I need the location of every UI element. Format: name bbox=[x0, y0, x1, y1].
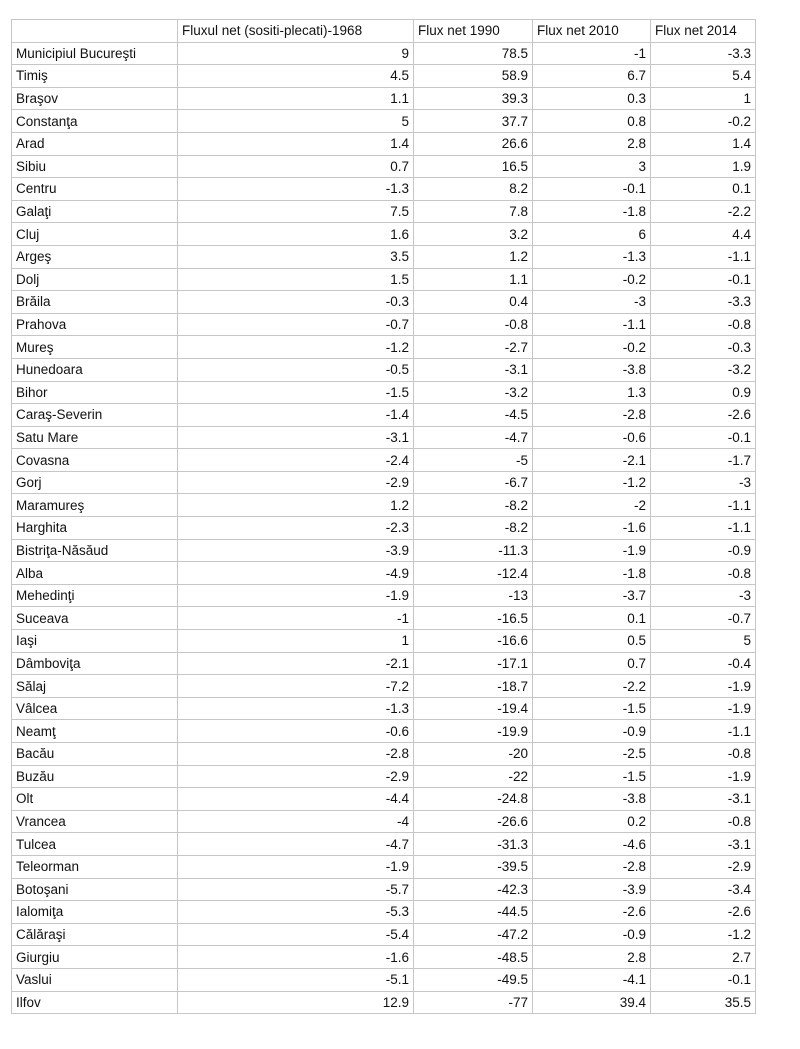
flux-2014-cell: -3 bbox=[651, 584, 756, 607]
flux-2010-cell: -1.9 bbox=[533, 539, 651, 562]
table-row bbox=[12, 630, 756, 653]
flux-1968-cell: -4 bbox=[178, 810, 414, 833]
flux-1990-cell: -48.5 bbox=[414, 946, 533, 969]
flux-2010-cell: -1.5 bbox=[533, 697, 651, 720]
table-row bbox=[12, 810, 756, 833]
flux-1990-cell: 16.5 bbox=[414, 155, 533, 178]
flux-1990-cell: -17.1 bbox=[414, 652, 533, 675]
flux-2014-cell: -0.1 bbox=[651, 426, 756, 449]
table-row bbox=[12, 517, 756, 540]
flux-2010-cell: -2.1 bbox=[533, 449, 651, 472]
flux-1968-cell: 0.7 bbox=[178, 155, 414, 178]
county-name-cell: Timiş bbox=[12, 65, 178, 88]
table-row bbox=[12, 42, 756, 65]
county-name-cell: Prahova bbox=[12, 313, 178, 336]
flux-1968-cell: 12.9 bbox=[178, 991, 414, 1014]
flux-1990-cell: -3.2 bbox=[414, 381, 533, 404]
flux-2010-cell: -2.2 bbox=[533, 675, 651, 698]
flux-1990-cell: -26.6 bbox=[414, 810, 533, 833]
flux-2014-cell: -1.9 bbox=[651, 675, 756, 698]
flux-1968-cell: -5.4 bbox=[178, 923, 414, 946]
flux-1990-cell: -8.2 bbox=[414, 517, 533, 540]
flux-1968-cell: 1.2 bbox=[178, 494, 414, 517]
flux-2010-cell: -0.2 bbox=[533, 336, 651, 359]
flux-1990-cell: -12.4 bbox=[414, 562, 533, 585]
county-name-cell: Bihor bbox=[12, 381, 178, 404]
flux-1968-cell: 1 bbox=[178, 630, 414, 653]
table-row bbox=[12, 562, 756, 585]
flux-1968-cell: 1.1 bbox=[178, 87, 414, 110]
flux-1968-cell: -1.4 bbox=[178, 404, 414, 427]
flux-2010-cell: -0.9 bbox=[533, 720, 651, 743]
flux-2014-cell: 1.9 bbox=[651, 155, 756, 178]
county-name-cell: Sibiu bbox=[12, 155, 178, 178]
flux-2014-cell: -3.3 bbox=[651, 42, 756, 65]
flux-1968-cell: 1.6 bbox=[178, 223, 414, 246]
county-name-cell: Sălaj bbox=[12, 675, 178, 698]
flux-2010-cell: -1 bbox=[533, 42, 651, 65]
county-name-cell: Ilfov bbox=[12, 991, 178, 1014]
flux-2010-cell: -0.6 bbox=[533, 426, 651, 449]
flux-1990-cell: -16.6 bbox=[414, 630, 533, 653]
flux-2014-cell: -0.1 bbox=[651, 968, 756, 991]
flux-1990-cell: -8.2 bbox=[414, 494, 533, 517]
table-row bbox=[12, 968, 756, 991]
flux-2014-cell: -0.8 bbox=[651, 562, 756, 585]
flux-2014-cell: 5.4 bbox=[651, 65, 756, 88]
flux-2014-cell: 1 bbox=[651, 87, 756, 110]
table-row bbox=[12, 720, 756, 743]
table-row bbox=[12, 743, 756, 766]
flux-2014-cell: -1.9 bbox=[651, 697, 756, 720]
table-row bbox=[12, 404, 756, 427]
flux-1990-cell: -19.4 bbox=[414, 697, 533, 720]
flux-2014-cell: -3.1 bbox=[651, 788, 756, 811]
flux-2014-cell: -0.4 bbox=[651, 652, 756, 675]
county-name-cell: Botoşani bbox=[12, 878, 178, 901]
table-row bbox=[12, 607, 756, 630]
table-row bbox=[12, 426, 756, 449]
table-body bbox=[12, 42, 756, 1014]
flux-2014-cell: -3 bbox=[651, 471, 756, 494]
flux-2010-cell: -1.3 bbox=[533, 245, 651, 268]
table-row bbox=[12, 539, 756, 562]
county-name-cell: Teleorman bbox=[12, 855, 178, 878]
flux-1968-cell: -1.6 bbox=[178, 946, 414, 969]
flux-2010-cell: 0.5 bbox=[533, 630, 651, 653]
flux-2014-cell: 0.9 bbox=[651, 381, 756, 404]
flux-1990-cell: 39.3 bbox=[414, 87, 533, 110]
county-name-cell: Cluj bbox=[12, 223, 178, 246]
county-name-cell: Vrancea bbox=[12, 810, 178, 833]
flux-2014-cell: -2.9 bbox=[651, 855, 756, 878]
flux-1990-cell: 7.8 bbox=[414, 200, 533, 223]
flux-2010-cell: -3.8 bbox=[533, 358, 651, 381]
flux-1968-cell: -2.9 bbox=[178, 471, 414, 494]
table-row bbox=[12, 87, 756, 110]
flux-1990-cell: 37.7 bbox=[414, 110, 533, 133]
flux-1990-cell: -2.7 bbox=[414, 336, 533, 359]
flux-1968-cell: -5.7 bbox=[178, 878, 414, 901]
county-name-cell: Galaţi bbox=[12, 200, 178, 223]
flux-2014-cell: -3.1 bbox=[651, 833, 756, 856]
flux-1990-cell: 58.9 bbox=[414, 65, 533, 88]
flux-2010-cell: 2.8 bbox=[533, 946, 651, 969]
flux-2014-cell: 35.5 bbox=[651, 991, 756, 1014]
flux-1968-cell: -1.5 bbox=[178, 381, 414, 404]
flux-1968-cell: -1.3 bbox=[178, 178, 414, 201]
flux-2010-cell: -2.8 bbox=[533, 404, 651, 427]
county-name-cell: Municipiul Bucureşti bbox=[12, 42, 178, 65]
table-row bbox=[12, 291, 756, 314]
flux-1990-cell: -3.1 bbox=[414, 358, 533, 381]
flux-2014-cell: -2.6 bbox=[651, 404, 756, 427]
header-row bbox=[12, 20, 756, 43]
flux-1990-cell: -16.5 bbox=[414, 607, 533, 630]
table-row bbox=[12, 245, 756, 268]
flux-1990-cell: 78.5 bbox=[414, 42, 533, 65]
flux-2010-cell: -4.6 bbox=[533, 833, 651, 856]
flux-1990-cell: -47.2 bbox=[414, 923, 533, 946]
flux-2014-cell: -3.3 bbox=[651, 291, 756, 314]
flux-2010-cell: -1.8 bbox=[533, 562, 651, 585]
table-row bbox=[12, 178, 756, 201]
table-row bbox=[12, 132, 756, 155]
flux-2010-cell: 0.1 bbox=[533, 607, 651, 630]
flux-1968-cell: 1.5 bbox=[178, 268, 414, 291]
flux-2014-cell: 0.1 bbox=[651, 178, 756, 201]
flux-2010-cell: -1.8 bbox=[533, 200, 651, 223]
flux-1990-cell: 0.4 bbox=[414, 291, 533, 314]
county-name-cell: Neamţ bbox=[12, 720, 178, 743]
flux-1990-cell: -31.3 bbox=[414, 833, 533, 856]
county-name-cell: Satu Mare bbox=[12, 426, 178, 449]
county-name-cell: Iaşi bbox=[12, 630, 178, 653]
flux-1990-cell: 1.1 bbox=[414, 268, 533, 291]
county-name-cell: Vâlcea bbox=[12, 697, 178, 720]
table-row bbox=[12, 358, 756, 381]
flux-1968-cell: -0.7 bbox=[178, 313, 414, 336]
flux-2010-cell: 6 bbox=[533, 223, 651, 246]
flux-1968-cell: -3.9 bbox=[178, 539, 414, 562]
flux-1990-cell: -22 bbox=[414, 765, 533, 788]
flux-1990-cell: 26.6 bbox=[414, 132, 533, 155]
flux-2010-cell: -1.2 bbox=[533, 471, 651, 494]
county-name-cell: Caraş-Severin bbox=[12, 404, 178, 427]
flux-2014-cell: -0.9 bbox=[651, 539, 756, 562]
flux-2010-cell: -0.2 bbox=[533, 268, 651, 291]
flux-1990-cell: -4.5 bbox=[414, 404, 533, 427]
table-row bbox=[12, 200, 756, 223]
data-table bbox=[11, 19, 756, 1014]
table-row bbox=[12, 946, 756, 969]
county-name-cell: Mureş bbox=[12, 336, 178, 359]
flux-1968-cell: -4.9 bbox=[178, 562, 414, 585]
flux-1990-cell: -19.9 bbox=[414, 720, 533, 743]
flux-2014-cell: -1.2 bbox=[651, 923, 756, 946]
flux-1968-cell: -2.9 bbox=[178, 765, 414, 788]
flux-2010-cell: 1.3 bbox=[533, 381, 651, 404]
table-row bbox=[12, 765, 756, 788]
flux-2010-cell: 0.7 bbox=[533, 652, 651, 675]
flux-2010-cell: -1.6 bbox=[533, 517, 651, 540]
flux-1990-cell: -44.5 bbox=[414, 901, 533, 924]
table-row bbox=[12, 155, 756, 178]
flux-2014-cell: -3.4 bbox=[651, 878, 756, 901]
table-row bbox=[12, 991, 756, 1014]
table-row bbox=[12, 923, 756, 946]
table-row bbox=[12, 697, 756, 720]
flux-1990-cell: -24.8 bbox=[414, 788, 533, 811]
flux-2014-cell: 4.4 bbox=[651, 223, 756, 246]
flux-1968-cell: -2.4 bbox=[178, 449, 414, 472]
flux-2010-cell: -0.1 bbox=[533, 178, 651, 201]
flux-2014-cell: -1.1 bbox=[651, 720, 756, 743]
flux-1990-cell: 8.2 bbox=[414, 178, 533, 201]
flux-1968-cell: -1.2 bbox=[178, 336, 414, 359]
flux-2014-cell: -0.3 bbox=[651, 336, 756, 359]
table-row bbox=[12, 223, 756, 246]
flux-2010-cell: -3 bbox=[533, 291, 651, 314]
flux-2014-cell: -1.1 bbox=[651, 245, 756, 268]
flux-1968-cell: -3.1 bbox=[178, 426, 414, 449]
header-flux-1968: Fluxul net (sositi-plecati)-1968 bbox=[178, 20, 414, 43]
county-name-cell: Buzău bbox=[12, 765, 178, 788]
header-flux-1990: Flux net 1990 bbox=[414, 20, 533, 43]
county-name-cell: Bistriţa-Năsăud bbox=[12, 539, 178, 562]
table-row bbox=[12, 584, 756, 607]
flux-1968-cell: 1.4 bbox=[178, 132, 414, 155]
flux-2010-cell: -2.5 bbox=[533, 743, 651, 766]
flux-1968-cell: -1.9 bbox=[178, 855, 414, 878]
flux-1990-cell: -42.3 bbox=[414, 878, 533, 901]
flux-2010-cell: 2.8 bbox=[533, 132, 651, 155]
county-name-cell: Giurgiu bbox=[12, 946, 178, 969]
county-name-cell: Dâmboviţa bbox=[12, 652, 178, 675]
table-row bbox=[12, 788, 756, 811]
flux-2010-cell: 6.7 bbox=[533, 65, 651, 88]
county-name-cell: Ialomiţa bbox=[12, 901, 178, 924]
table-row bbox=[12, 652, 756, 675]
flux-2014-cell: -2.6 bbox=[651, 901, 756, 924]
flux-1990-cell: -39.5 bbox=[414, 855, 533, 878]
table-row bbox=[12, 833, 756, 856]
county-name-cell: Argeş bbox=[12, 245, 178, 268]
flux-1990-cell: -11.3 bbox=[414, 539, 533, 562]
flux-1968-cell: -0.6 bbox=[178, 720, 414, 743]
flux-1968-cell: -1 bbox=[178, 607, 414, 630]
flux-2014-cell: 5 bbox=[651, 630, 756, 653]
county-name-cell: Harghita bbox=[12, 517, 178, 540]
flux-1968-cell: 5 bbox=[178, 110, 414, 133]
flux-2010-cell: -1.5 bbox=[533, 765, 651, 788]
flux-1990-cell: -0.8 bbox=[414, 313, 533, 336]
table-row bbox=[12, 381, 756, 404]
flux-1990-cell: -13 bbox=[414, 584, 533, 607]
table-row bbox=[12, 675, 756, 698]
table-row bbox=[12, 65, 756, 88]
county-name-cell: Suceava bbox=[12, 607, 178, 630]
flux-1968-cell: -5.1 bbox=[178, 968, 414, 991]
flux-2010-cell: 0.8 bbox=[533, 110, 651, 133]
flux-1990-cell: 3.2 bbox=[414, 223, 533, 246]
flux-1990-cell: -6.7 bbox=[414, 471, 533, 494]
table-row bbox=[12, 901, 756, 924]
table-row bbox=[12, 449, 756, 472]
header-flux-2010: Flux net 2010 bbox=[533, 20, 651, 43]
county-name-cell: Braşov bbox=[12, 87, 178, 110]
flux-2014-cell: -3.2 bbox=[651, 358, 756, 381]
county-name-cell: Centru bbox=[12, 178, 178, 201]
flux-1968-cell: -4.7 bbox=[178, 833, 414, 856]
flux-1968-cell: -0.3 bbox=[178, 291, 414, 314]
flux-2010-cell: 0.2 bbox=[533, 810, 651, 833]
county-name-cell: Brăila bbox=[12, 291, 178, 314]
county-name-cell: Olt bbox=[12, 788, 178, 811]
flux-1968-cell: -2.8 bbox=[178, 743, 414, 766]
county-name-cell: Maramureş bbox=[12, 494, 178, 517]
flux-2014-cell: -1.1 bbox=[651, 517, 756, 540]
flux-1968-cell: 7.5 bbox=[178, 200, 414, 223]
flux-1990-cell: -5 bbox=[414, 449, 533, 472]
table-row bbox=[12, 268, 756, 291]
county-name-cell: Alba bbox=[12, 562, 178, 585]
flux-1968-cell: 4.5 bbox=[178, 65, 414, 88]
county-name-cell: Arad bbox=[12, 132, 178, 155]
flux-1990-cell: 1.2 bbox=[414, 245, 533, 268]
flux-2014-cell: -0.8 bbox=[651, 743, 756, 766]
table-row bbox=[12, 855, 756, 878]
table-row bbox=[12, 110, 756, 133]
table-row bbox=[12, 494, 756, 517]
table-row bbox=[12, 336, 756, 359]
county-name-cell: Dolj bbox=[12, 268, 178, 291]
county-name-cell: Tulcea bbox=[12, 833, 178, 856]
flux-2010-cell: 3 bbox=[533, 155, 651, 178]
flux-2014-cell: -0.8 bbox=[651, 810, 756, 833]
flux-2010-cell: 0.3 bbox=[533, 87, 651, 110]
flux-2014-cell: 2.7 bbox=[651, 946, 756, 969]
table-row bbox=[12, 471, 756, 494]
flux-2010-cell: -3.9 bbox=[533, 878, 651, 901]
flux-1990-cell: -4.7 bbox=[414, 426, 533, 449]
header-flux-2014: Flux net 2014 bbox=[651, 20, 756, 43]
flux-1990-cell: -20 bbox=[414, 743, 533, 766]
flux-2014-cell: -0.8 bbox=[651, 313, 756, 336]
county-name-cell: Covasna bbox=[12, 449, 178, 472]
county-name-cell: Călăraşi bbox=[12, 923, 178, 946]
flux-2010-cell: -4.1 bbox=[533, 968, 651, 991]
flux-1968-cell: 3.5 bbox=[178, 245, 414, 268]
flux-1990-cell: -77 bbox=[414, 991, 533, 1014]
flux-2010-cell: -1.1 bbox=[533, 313, 651, 336]
flux-1990-cell: -18.7 bbox=[414, 675, 533, 698]
flux-1990-cell: -49.5 bbox=[414, 968, 533, 991]
flux-2010-cell: -2 bbox=[533, 494, 651, 517]
flux-1968-cell: -2.1 bbox=[178, 652, 414, 675]
flux-1968-cell: -1.9 bbox=[178, 584, 414, 607]
flux-2014-cell: -1.1 bbox=[651, 494, 756, 517]
flux-1968-cell: -5.3 bbox=[178, 901, 414, 924]
flux-1968-cell: -2.3 bbox=[178, 517, 414, 540]
flux-2010-cell: 39.4 bbox=[533, 991, 651, 1014]
flux-2014-cell: 1.4 bbox=[651, 132, 756, 155]
table-row bbox=[12, 878, 756, 901]
county-name-cell: Bacău bbox=[12, 743, 178, 766]
flux-2014-cell: -0.7 bbox=[651, 607, 756, 630]
county-name-cell: Mehedinţi bbox=[12, 584, 178, 607]
flux-1968-cell: -0.5 bbox=[178, 358, 414, 381]
flux-2014-cell: -0.2 bbox=[651, 110, 756, 133]
county-name-cell: Hunedoara bbox=[12, 358, 178, 381]
county-name-cell: Constanţa bbox=[12, 110, 178, 133]
flux-1968-cell: -7.2 bbox=[178, 675, 414, 698]
flux-2014-cell: -2.2 bbox=[651, 200, 756, 223]
flux-2010-cell: -0.9 bbox=[533, 923, 651, 946]
flux-2010-cell: -2.6 bbox=[533, 901, 651, 924]
flux-2010-cell: -2.8 bbox=[533, 855, 651, 878]
flux-1968-cell: -1.3 bbox=[178, 697, 414, 720]
header-corner-cell bbox=[12, 20, 178, 43]
flux-2014-cell: -1.9 bbox=[651, 765, 756, 788]
county-name-cell: Gorj bbox=[12, 471, 178, 494]
flux-1968-cell: 9 bbox=[178, 42, 414, 65]
flux-2014-cell: -1.7 bbox=[651, 449, 756, 472]
table-row bbox=[12, 313, 756, 336]
flux-2010-cell: -3.7 bbox=[533, 584, 651, 607]
flux-2010-cell: -3.8 bbox=[533, 788, 651, 811]
flux-1968-cell: -4.4 bbox=[178, 788, 414, 811]
flux-2014-cell: -0.1 bbox=[651, 268, 756, 291]
county-name-cell: Vaslui bbox=[12, 968, 178, 991]
